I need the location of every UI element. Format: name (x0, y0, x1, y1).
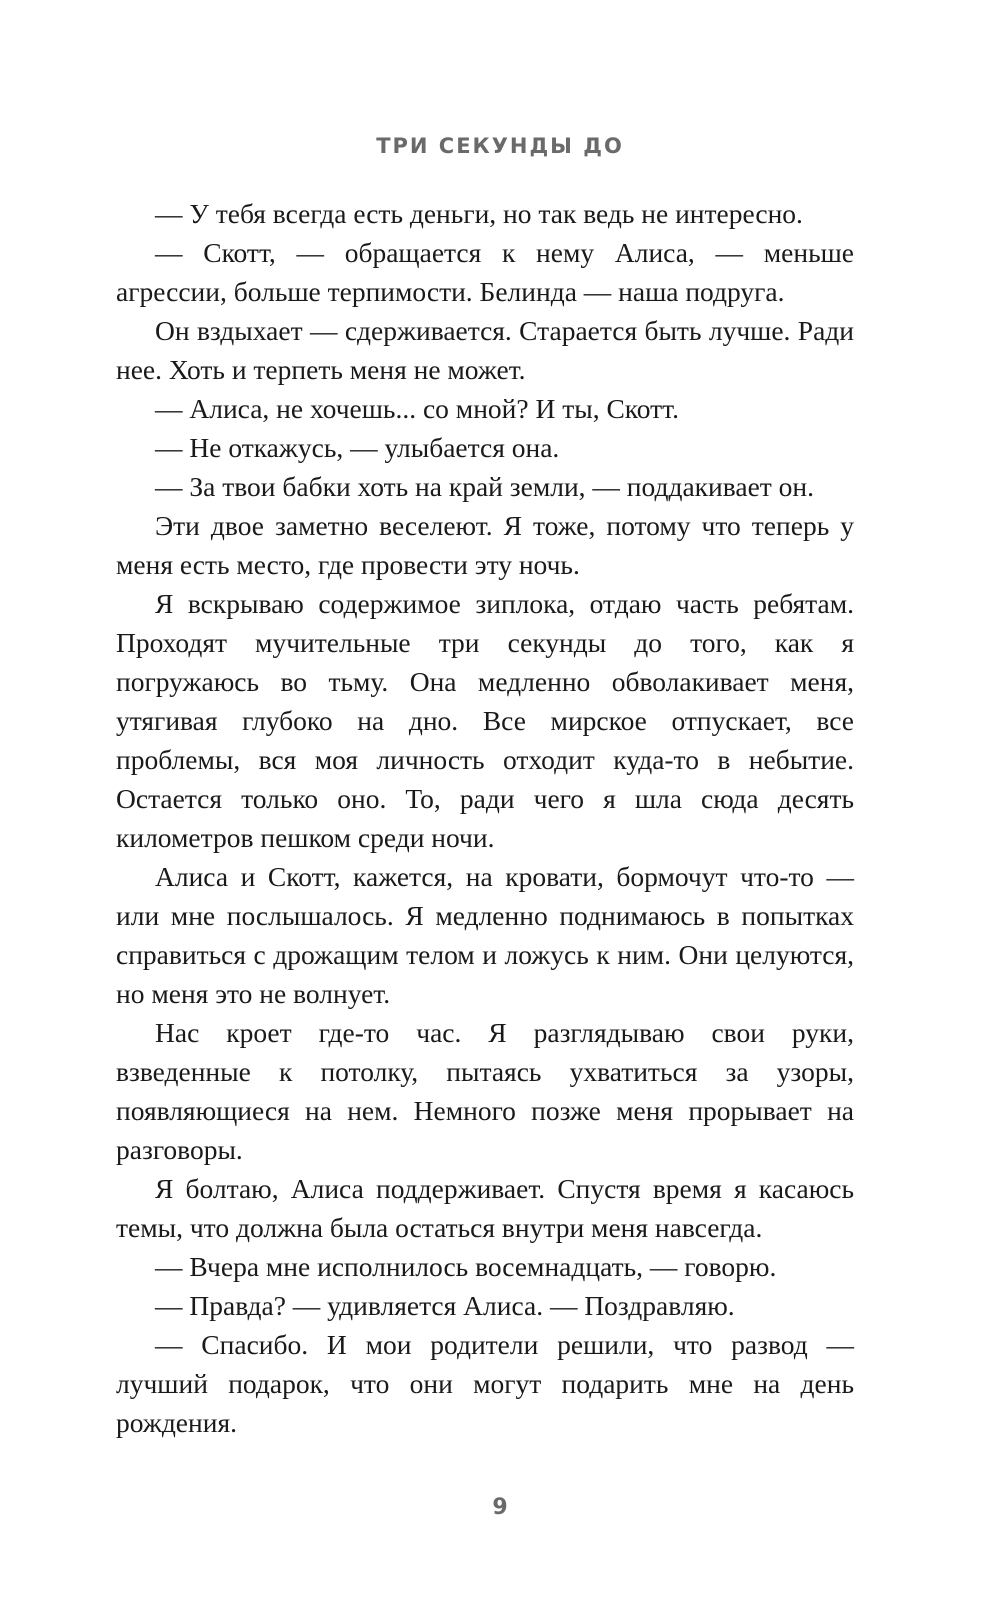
paragraph: Нас кроет где-то час. Я разглядываю свои руки, взведенные к потолку, пытаясь ухватиться за узоры, появляющиеся на нем. Немного позже меня прорывает на разговоры. (116, 1017, 854, 1165)
body-text (116, 194, 854, 1442)
paragraph: Алиса и Скотт, кажется, на кровати, бормочут что-то — или мне послышалось. Я медленно поднимаюсь в попытках справиться с дрожащим телом и ложусь к ним. Они целуются, но меня это не волнует. (116, 861, 854, 1009)
running-head: ТРИ СЕКУНДЫ ДО (376, 134, 624, 158)
paragraph: Он вздыхает — сдерживается. Старается быть лучше. Ради нее. Хоть и терпеть меня не может. (116, 315, 854, 385)
page-number: 9 (492, 1495, 508, 1520)
paragraph: — Вчера мне исполнилось восемнадцать, — говорю. (155, 1251, 777, 1282)
paragraph: Я болтаю, Алиса поддерживает. Спустя время я касаюсь темы, что должна была остаться внутри меня навсегда. (116, 1173, 854, 1243)
paragraph: — Скотт, — обращается к нему Алиса, — меньше агрессии, больше терпимости. Белинда — наша подруга. (116, 237, 854, 307)
paragraph: Эти двое заметно веселеют. Я тоже, потому что теперь у меня есть место, где провести эту ночь. (116, 510, 854, 580)
paragraph: — У тебя всегда есть деньги, но так ведь не интересно. (155, 198, 803, 229)
paragraph: Я вскрываю содержимое зиплока, отдаю часть ребятам. Проходят мучительные три секунды до того, как я погружаюсь во тьму. Она медленно обволакивает меня, утягивая глубоко на дно. Все мирское отпускает, все проблемы, вся моя личность отходит куда-то в небытие. Остается только оно. То, ради чего я шла сюда десять километров пешком среди ночи. (116, 588, 854, 853)
paragraph: — Правда? — удивляется Алиса. — Поздравляю. (155, 1290, 735, 1321)
paragraph: — Алиса, не хочешь... со мной? И ты, Скотт. (155, 393, 679, 424)
paragraph: — За твои бабки хоть на край земли, — поддакивает он. (155, 471, 815, 502)
paragraph: — Не откажусь, — улыбается она. (155, 432, 560, 463)
paragraph: — Спасибо. И мои родители решили, что развод — лучший подарок, что они могут подарить мне на день рождения. (116, 1329, 854, 1438)
